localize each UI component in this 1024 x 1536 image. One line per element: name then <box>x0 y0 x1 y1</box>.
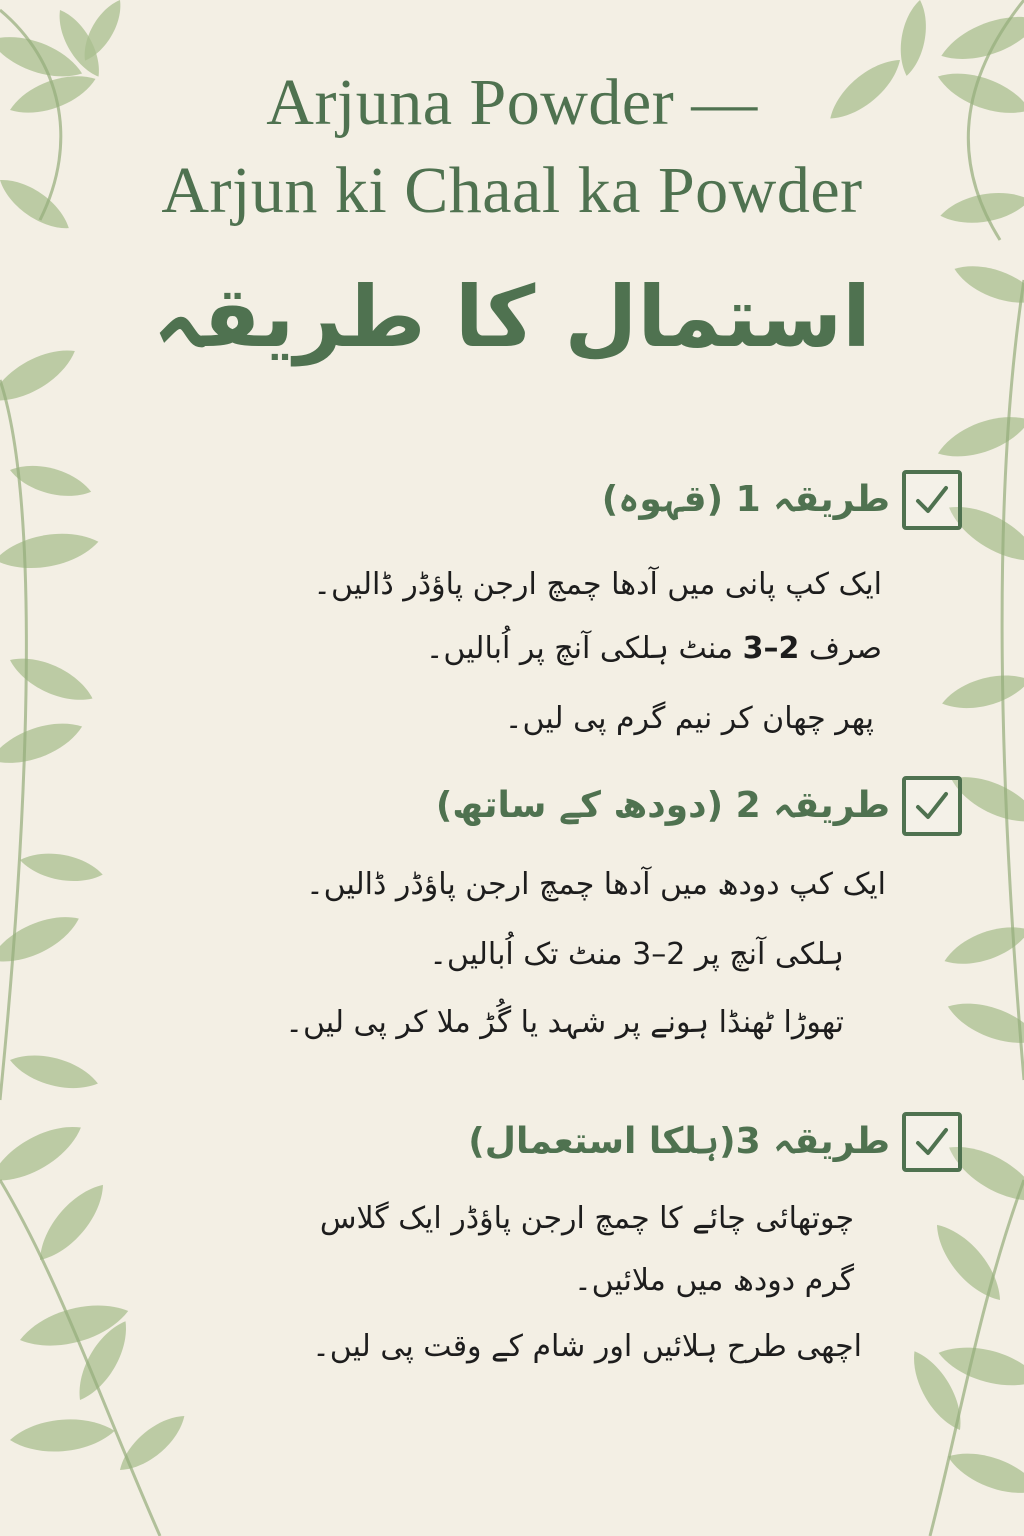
method-line: چوتھائی چائے کا چمچ ارجن پاؤڈر ایک گلاس <box>319 1201 854 1236</box>
method-line: تھوڑا ٹھنڈا ہونے پر شہد یا گُڑ ملا کر پی لیں۔ <box>285 1005 844 1040</box>
line-text: منٹ ہلکی آنچ پر اُبالیں۔ <box>425 631 743 666</box>
checkbox-check-icon <box>902 1112 962 1172</box>
line-text: صرف <box>799 631 882 666</box>
method-heading: طریقہ 1 (قہوہ) <box>601 479 890 520</box>
method-line: ہلکی آنچ پر 2–3 منٹ تک اُبالیں۔ <box>429 937 844 972</box>
method-heading: طریقہ 3(ہلکا استعمال) <box>468 1121 890 1162</box>
method-line: ایک کپ پانی میں آدھا چمچ ارجن پاؤڈر ڈالیں۔ <box>313 567 882 602</box>
urdu-title: استمال کا طریقہ <box>153 268 871 366</box>
method-line: گرم دودھ میں ملائیں۔ <box>574 1263 854 1298</box>
method-line <box>426 620 882 678</box>
method-line: اچھی طرح ہلائیں اور شام کے وقت پی لیں۔ <box>312 1329 862 1364</box>
checkbox-check-icon <box>902 470 962 530</box>
method-line: ایک کپ دودھ میں آدھا چمچ ارجن پاؤڈر ڈالیں۔ <box>306 867 886 902</box>
title-line-2: Arjun ki Chaal ka Powder <box>161 154 863 227</box>
method-line: پھر چھان کر نیم گرم پی لیں۔ <box>504 701 874 736</box>
line-bold-number: 2–3 <box>742 631 800 666</box>
checkbox-check-icon <box>902 776 962 836</box>
title-line-1: Arjuna Powder — <box>266 66 758 139</box>
method-heading: طریقہ 2 (دودھ کے ساتھ) <box>435 785 890 826</box>
